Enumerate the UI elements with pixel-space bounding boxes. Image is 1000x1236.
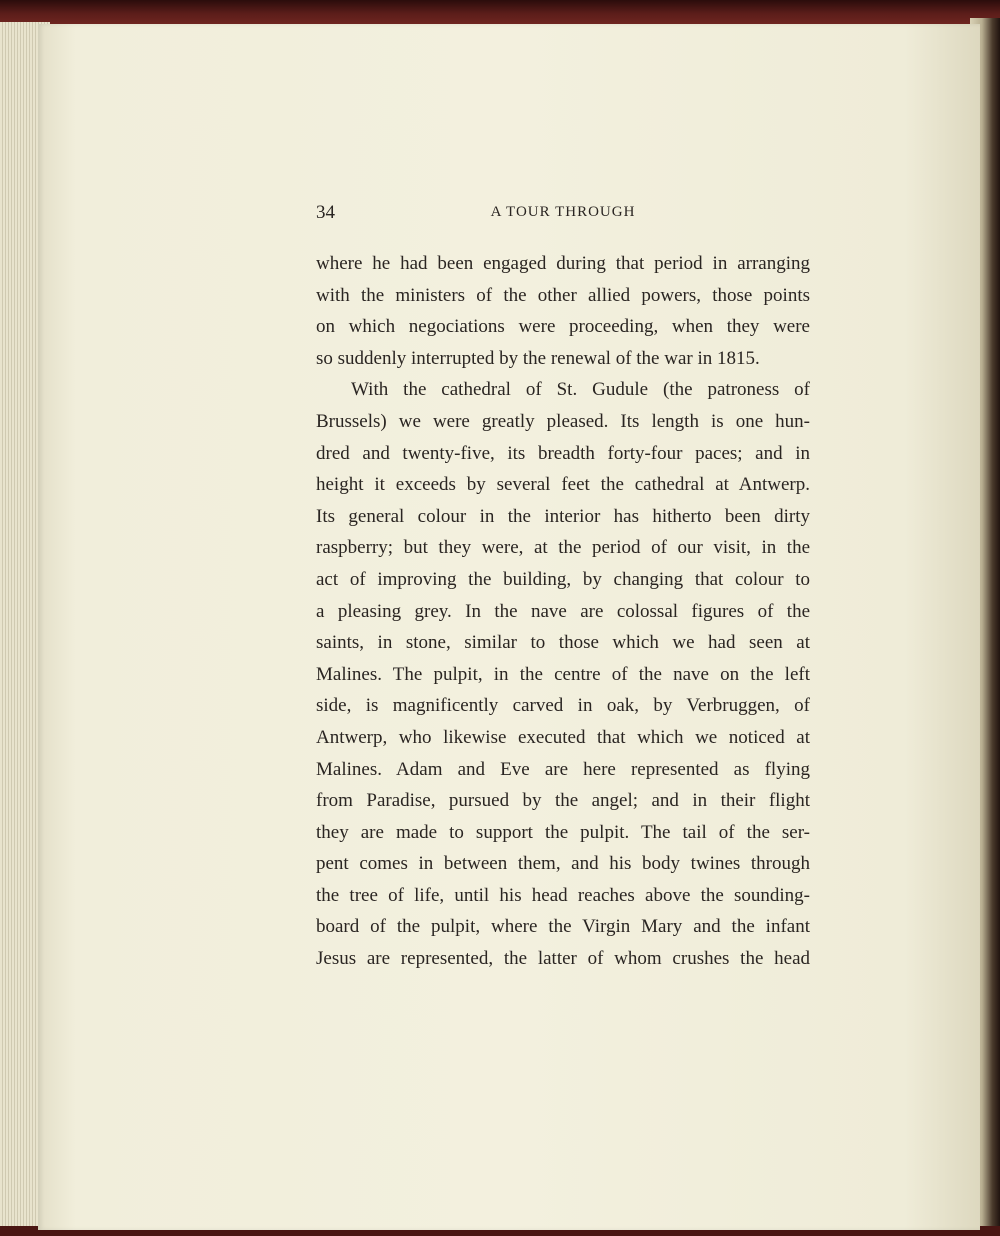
text-line: so suddenly interrupted by the renewal of the war in 1815. — [316, 347, 760, 369]
text-line: dred and twenty-five, its breadth forty-four paces; and in — [316, 442, 810, 464]
text-line: they are made to support the pulpit. The tail of the ser- — [316, 821, 810, 843]
text-line: act of improving the building, by changing that colour to — [316, 568, 810, 590]
text-line: board of the pulpit, where the Virgin Mary and the infant — [316, 916, 810, 938]
text-line: from Paradise, pursued by the angel; and in their flight — [316, 790, 810, 812]
text-line: pent comes in between them, and his body twines through — [316, 853, 810, 875]
text-line: the tree of life, until his head reaches above the sounding- — [316, 884, 810, 906]
text-line: Its general colour in the interior has hitherto been dirty — [316, 505, 810, 527]
text-line: side, is magnificently carved in oak, by Verbruggen, of — [316, 695, 810, 717]
running-head — [316, 202, 810, 226]
text-line: with the ministers of the other allied powers, those points — [316, 284, 810, 306]
text-line: Jesus are represented, the latter of whom crushes the head — [316, 948, 810, 970]
running-title: A TOUR THROUGH — [490, 204, 636, 220]
page-number: 34 — [316, 202, 335, 223]
text-line: a pleasing grey. In the nave are colossal figures of the — [316, 600, 810, 622]
text-line: raspberry; but they were, at the period of our visit, in the — [316, 537, 810, 559]
text-line: Malines. The pulpit, in the centre of the nave on the left — [316, 663, 810, 685]
text-line: Antwerp, who likewise executed that which we noticed at — [316, 726, 810, 748]
text-line: on which negociations were proceeding, when they were — [316, 316, 810, 338]
text-line: Brussels) we were greatly pleased. Its length is one hun- — [316, 410, 810, 432]
text-line: With the cathedral of St. Gudule (the patroness of — [351, 379, 810, 401]
body-text — [316, 248, 810, 975]
text-line: height it exceeds by several feet the cathedral at Antwerp. — [316, 474, 810, 496]
text-line: where he had been engaged during that period in arranging — [316, 253, 810, 274]
text-line: Malines. Adam and Eve are here represented as flying — [316, 758, 810, 780]
text-line: saints, in stone, similar to those which we had seen at — [316, 632, 810, 654]
